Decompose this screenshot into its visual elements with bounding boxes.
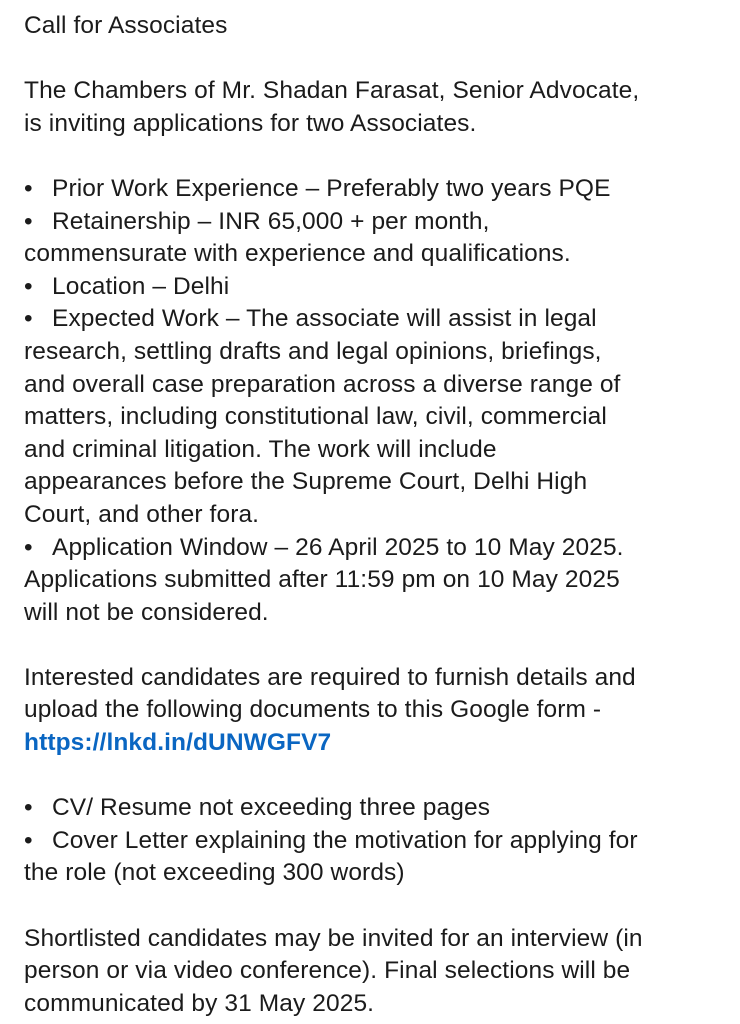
spacer	[24, 629, 716, 662]
bullet-icon: •	[24, 272, 33, 300]
bullet-cv	[24, 792, 716, 825]
bullet-icon: •	[24, 533, 33, 561]
expected-work-text-3: and overall case preparation across a diverse range of	[24, 370, 621, 398]
closing-line-2: person or via video conference). Final selections will be	[24, 957, 631, 985]
bullet-icon: •	[24, 826, 33, 854]
application-window-text-2: Applications submitted after 11:59 pm on 10 May 2025	[24, 566, 620, 594]
spacer	[24, 760, 716, 793]
form-link-line	[24, 727, 716, 760]
expected-work-text-5: and criminal litigation. The work will include	[24, 435, 497, 463]
google-form-link[interactable]: https://lnkd.in/dUNWGFV7	[24, 729, 332, 757]
retainership-text-1: Retainership – INR 65,000 + per month,	[52, 207, 490, 235]
bullet-experience	[24, 173, 716, 206]
cv-text: CV/ Resume not exceeding three pages	[52, 794, 491, 822]
spacer	[24, 43, 716, 76]
experience-text: Prior Work Experience – Preferably two years PQE	[52, 174, 611, 202]
bullet-retainership	[24, 206, 716, 239]
expected-work-text-1: Expected Work – The associate will assist in legal	[52, 305, 597, 333]
bullet-expected-work	[24, 303, 716, 336]
bullet-cover-letter	[24, 825, 716, 858]
spacer	[24, 890, 716, 923]
location-text: Location – Delhi	[52, 272, 230, 300]
bullet-application-window	[24, 532, 716, 565]
bullet-icon: •	[24, 174, 33, 202]
instructions-line-2: upload the following documents to this Google form -	[24, 696, 602, 724]
intro-line-2: is inviting applications for two Associates.	[24, 109, 477, 137]
retainership-text-2: commensurate with experience and qualifications.	[24, 240, 571, 268]
intro-line-1: The Chambers of Mr. Shadan Farasat, Senior Advocate,	[24, 77, 640, 105]
bullet-icon: •	[24, 794, 33, 822]
expected-work-text-2: research, settling drafts and legal opinions, briefings,	[24, 337, 602, 365]
expected-work-text-6: appearances before the Supreme Court, Delhi High	[24, 468, 588, 496]
instructions-line-1: Interested candidates are required to furnish details and	[24, 663, 636, 691]
bullet-icon: •	[24, 305, 33, 333]
closing-line-1: Shortlisted candidates may be invited for an interview (in	[24, 924, 643, 952]
cover-letter-text-1: Cover Letter explaining the motivation for applying for	[52, 826, 638, 854]
application-window-text-1: Application Window – 26 April 2025 to 10 May 2025.	[52, 533, 624, 561]
application-window-text-3: will not be considered.	[24, 598, 269, 626]
expected-work-text-4: matters, including constitutional law, civil, commercial	[24, 403, 607, 431]
bullet-location	[24, 271, 716, 304]
cover-letter-text-2: the role (not exceeding 300 words)	[24, 859, 405, 887]
spacer	[24, 140, 716, 173]
bullet-icon: •	[24, 207, 33, 235]
post-title: Call for Associates	[24, 12, 228, 39]
expected-work-text-7: Court, and other fora.	[24, 500, 260, 528]
closing-line-3: communicated by 31 May 2025.	[24, 989, 375, 1017]
